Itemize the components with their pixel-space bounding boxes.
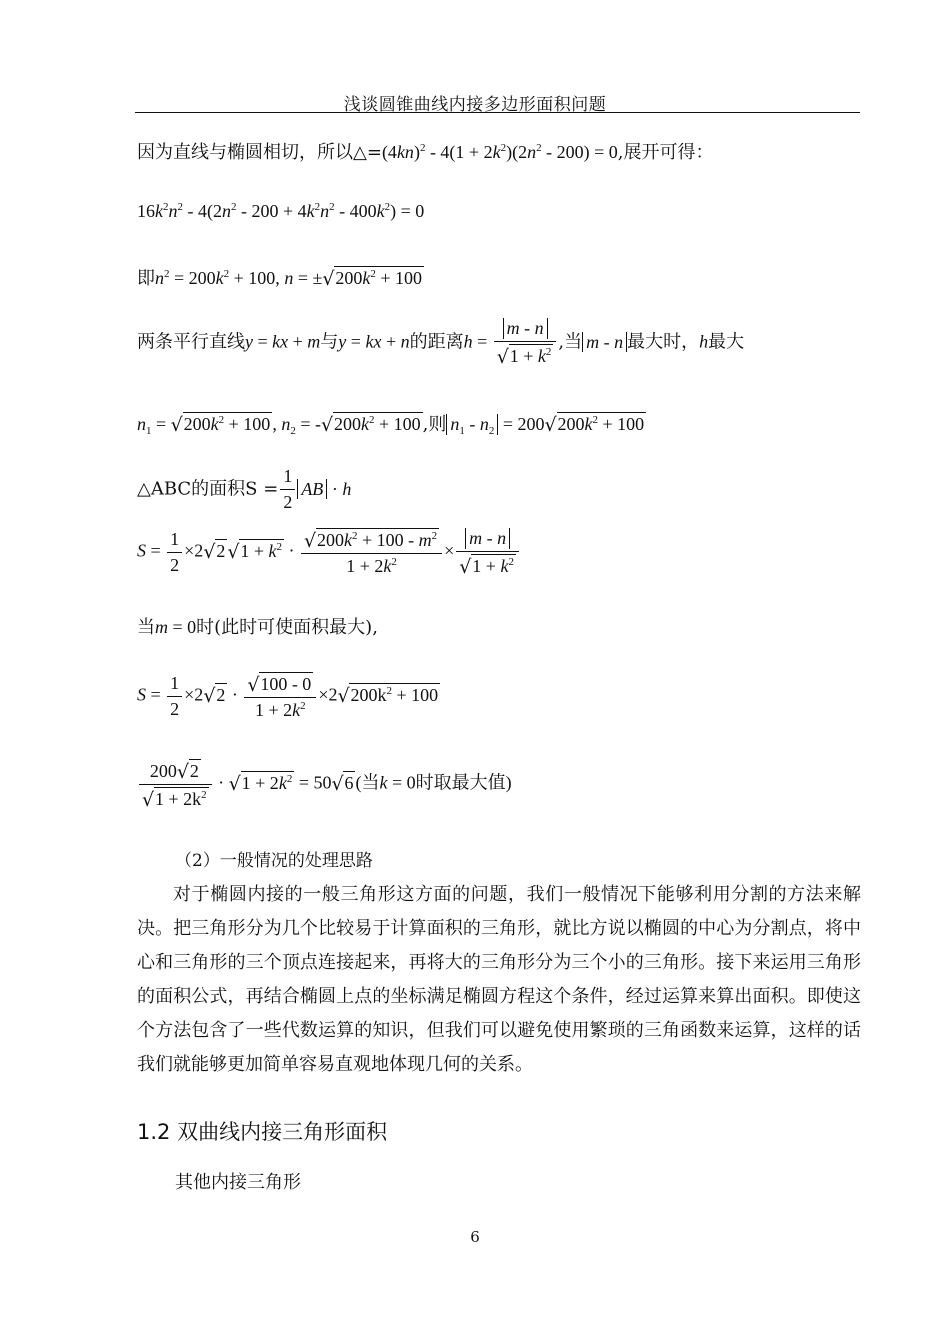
eq8-note: 时(此时可使面积最大),	[196, 617, 378, 638]
equation-line-1	[137, 138, 713, 164]
eq4-when: ,当	[558, 331, 583, 353]
running-header: 浅谈圆锥曲线内接多边形面积问题	[343, 95, 607, 115]
equation-line-4: 两条平行直线y = kx + m与y = kx + n的距离h = m - n √ $1 + k^2$ ,当 m - n 最大时，h最大	[137, 318, 744, 367]
eq10-note2: 时取最大值)	[415, 772, 512, 793]
eq3-prefix: 即	[137, 268, 155, 289]
equation-line-7: S = $\frac{1}{2}$ ×2√ 2√ $1 + k^2$ · √ $\frac{200k^2 + 100 - m^2}{1 + 2k^2}$ × m - n √ $1 + k^2$	[137, 528, 521, 577]
eq4-prefix: 两条平行直线	[137, 331, 245, 353]
equation-line-6: △ABC的面积S = $\frac{1}{2}$ AB · h	[137, 466, 352, 512]
eq1-expand: ,展开可得：	[617, 142, 714, 163]
eq4-max: 最大	[708, 331, 745, 353]
eq4-distance: 的距离	[409, 331, 464, 353]
eq4-maxwhen: 最大时，	[627, 331, 700, 353]
eq1-text: 因为直线与椭圆相切，所以△=	[137, 142, 382, 163]
equation-line-10: 200√ 2 √ $1 + 2k^2$ · √ $1 + 2k^2 = 50√$ 6 (当k = 0时取最大值)	[137, 759, 512, 810]
eq5-then: ,则	[422, 414, 447, 435]
header-rule	[135, 112, 860, 113]
equation-line-2: $16k^2n^2 - 4(2n^2 - 200 + 4k^2n^2 - 400k^2) = 0$	[137, 201, 425, 221]
distance-fraction: m - n √ $1 + k^2$	[494, 318, 557, 367]
eq4-and: 与	[320, 331, 339, 353]
eq1-formula: $(4kn)^2 - 4(1 + 2k^2)(2n^2 - 200) = 0$	[381, 142, 618, 162]
equation-line-3	[137, 264, 424, 290]
page-number: 6	[470, 1228, 480, 1246]
equation-line-5: $n_1$ = √ $200k^2 + 100$ , $n_2$ = -√ $200k^2 + 100$ ,则 $n_1 - n_2 = 200√$ $200k^2 + 100$	[137, 410, 646, 436]
eq8-prefix: 当	[137, 617, 155, 638]
body-text: 其他内接三角形	[175, 1172, 301, 1193]
equation-line-8: 当m = 0时(此时可使面积最大),	[137, 617, 378, 638]
eq6-prefix: △ABC的面积S =	[137, 478, 279, 500]
section-heading: 1.2 双曲线内接三角形面积	[137, 1120, 388, 1144]
subheading: （2）一般情况的处理思路	[175, 851, 373, 871]
body-paragraph: 对于椭圆内接的一般三角形这方面的问题，我们一般情况下能够利用分割的方法来解决。把三角形分为几个比较易于计算面积的三角形，就比方说以椭圆的中心为分割点，将中心和三角形的三个顶点连接起来，再将大的三角形分为三个小的三角形。接下来运用三角形的面积公式，再结合椭圆上点的坐标满足椭圆方程这个条件，经过运算来算出面积。即使这个方法包含了一些代数运算的知识，但我们可以避免使用繁琐的三角函数来运算，这样的话我们就能够更加简单容易直观地体现几何的关系。	[137, 884, 861, 1075]
eq10-note: (当	[355, 772, 380, 793]
eq3-formula: $n^2 = 200k^2 + 100$, n = ±√ $200k^2 + 100$	[155, 268, 424, 288]
equation-line-9: S = $\frac{1}{2}$ ×2√ 2 · √ $\frac{100 - 0}{1 + 2k^2}$ ×2√ $200k^2 + 100$	[137, 672, 440, 721]
